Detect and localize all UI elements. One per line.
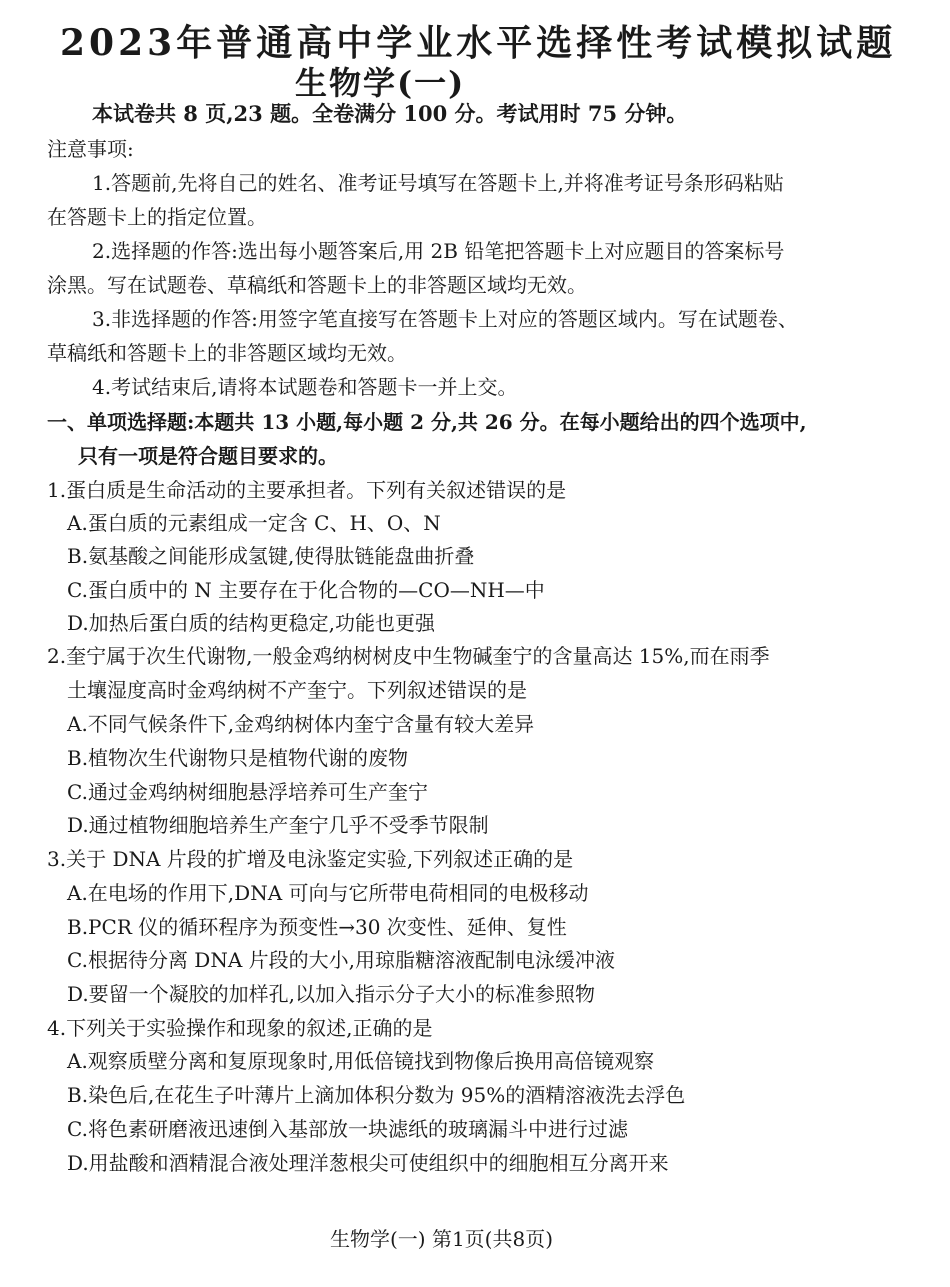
notice-line: 在答题卡上的指定位置。 [47,205,267,229]
question-option: B.染色后,在花生子叶薄片上滴加体积分数为 95%的酒精溶液洗去浮色 [67,1083,686,1107]
question-option: B.植物次生代谢物只是植物代谢的废物 [67,746,409,770]
question-option: D.通过植物细胞培养生产奎宁几乎不受季节限制 [67,813,489,837]
question-stem: 1.蛋白质是生命活动的主要承担者。下列有关叙述错误的是 [47,478,567,502]
notice-line: 2.选择题的作答:选出每小题答案后,用 2B 铅笔把答题卡上对应题目的答案标号 [92,239,785,263]
notice-line: 4.考试结束后,请将本试题卷和答题卡一并上交。 [92,375,518,399]
section-heading-cont: 只有一项是符合题目要求的。 [78,444,338,468]
question-stem: 3.关于 DNA 片段的扩增及电泳鉴定实验,下列叙述正确的是 [47,847,574,871]
question-option: C.根据待分离 DNA 片段的大小,用琼脂糖溶液配制电泳缓冲液 [67,948,615,972]
question-stem: 4.下列关于实验操作和现象的叙述,正确的是 [47,1016,433,1040]
notice-line: 3.非选择题的作答:用签字笔直接写在答题卡上对应的答题区域内。写在试题卷、 [92,307,798,331]
notice-line: 草稿纸和答题卡上的非答题区域均无效。 [47,341,407,365]
exam-info: 本试卷共 8 页,23 题。全卷满分 100 分。考试用时 75 分钟。 [92,101,688,126]
question-option: A.蛋白质的元素组成一定含 C、H、O、N [67,511,441,535]
question-stem-cont: 土壤湿度高时金鸡纳树不产奎宁。下列叙述错误的是 [67,678,527,702]
subject-title: 生物学(一) [295,64,466,102]
cut-off-page-footer [330,1226,630,1251]
notice-line: 涂黑。写在试题卷、草稿纸和答题卡上的非答题区域均无效。 [47,273,587,297]
question-option: C.蛋白质中的 N 主要存在于化合物的—CO—NH—中 [67,578,545,602]
question-option: B.PCR 仪的循环程序为预变性→30 次变性、延伸、复性 [67,915,567,939]
question-stem: 2.奎宁属于次生代谢物,一般金鸡纳树树皮中生物碱奎宁的含量高达 15%,而在雨季 [47,644,770,668]
notice-line: 1.答题前,先将自己的姓名、准考证号填写在答题卡上,并将准考证号条形码粘贴 [92,171,784,195]
section-heading: 一、单项选择题:本题共 13 小题,每小题 2 分,共 26 分。在每小题给出的四个选项中, [47,410,807,434]
question-option: A.观察质壁分离和复原现象时,用低倍镜找到物像后换用高倍镜观察 [67,1049,655,1073]
cut-off-page-footer-text: 生物学(一) 第1页(共8页) [330,1227,554,1251]
notice-heading: 注意事项: [47,137,134,161]
cut-off-header-title [60,18,897,64]
question-option: C.通过金鸡纳树细胞悬浮培养可生产奎宁 [67,780,428,804]
question-option: D.加热后蛋白质的结构更稳定,功能也更强 [67,611,436,635]
cut-off-header-title-text: 2023年普通高中学业水平选择性考试模拟试题 [60,22,897,64]
question-option: D.用盐酸和酒精混合液处理洋葱根尖可使组织中的细胞相互分离开来 [67,1151,669,1175]
question-option: D.要留一个凝胶的加样孔,以加入指示分子大小的标准参照物 [67,982,596,1006]
question-option: C.将色素研磨液迅速倒入基部放一块滤纸的玻璃漏斗中进行过滤 [67,1117,628,1141]
question-option: A.不同气候条件下,金鸡纳树体内奎宁含量有较大差异 [67,712,535,736]
question-option: A.在电场的作用下,DNA 可向与它所带电荷相同的电极移动 [67,881,589,905]
question-option: B.氨基酸之间能形成氢键,使得肽链能盘曲折叠 [67,544,475,568]
